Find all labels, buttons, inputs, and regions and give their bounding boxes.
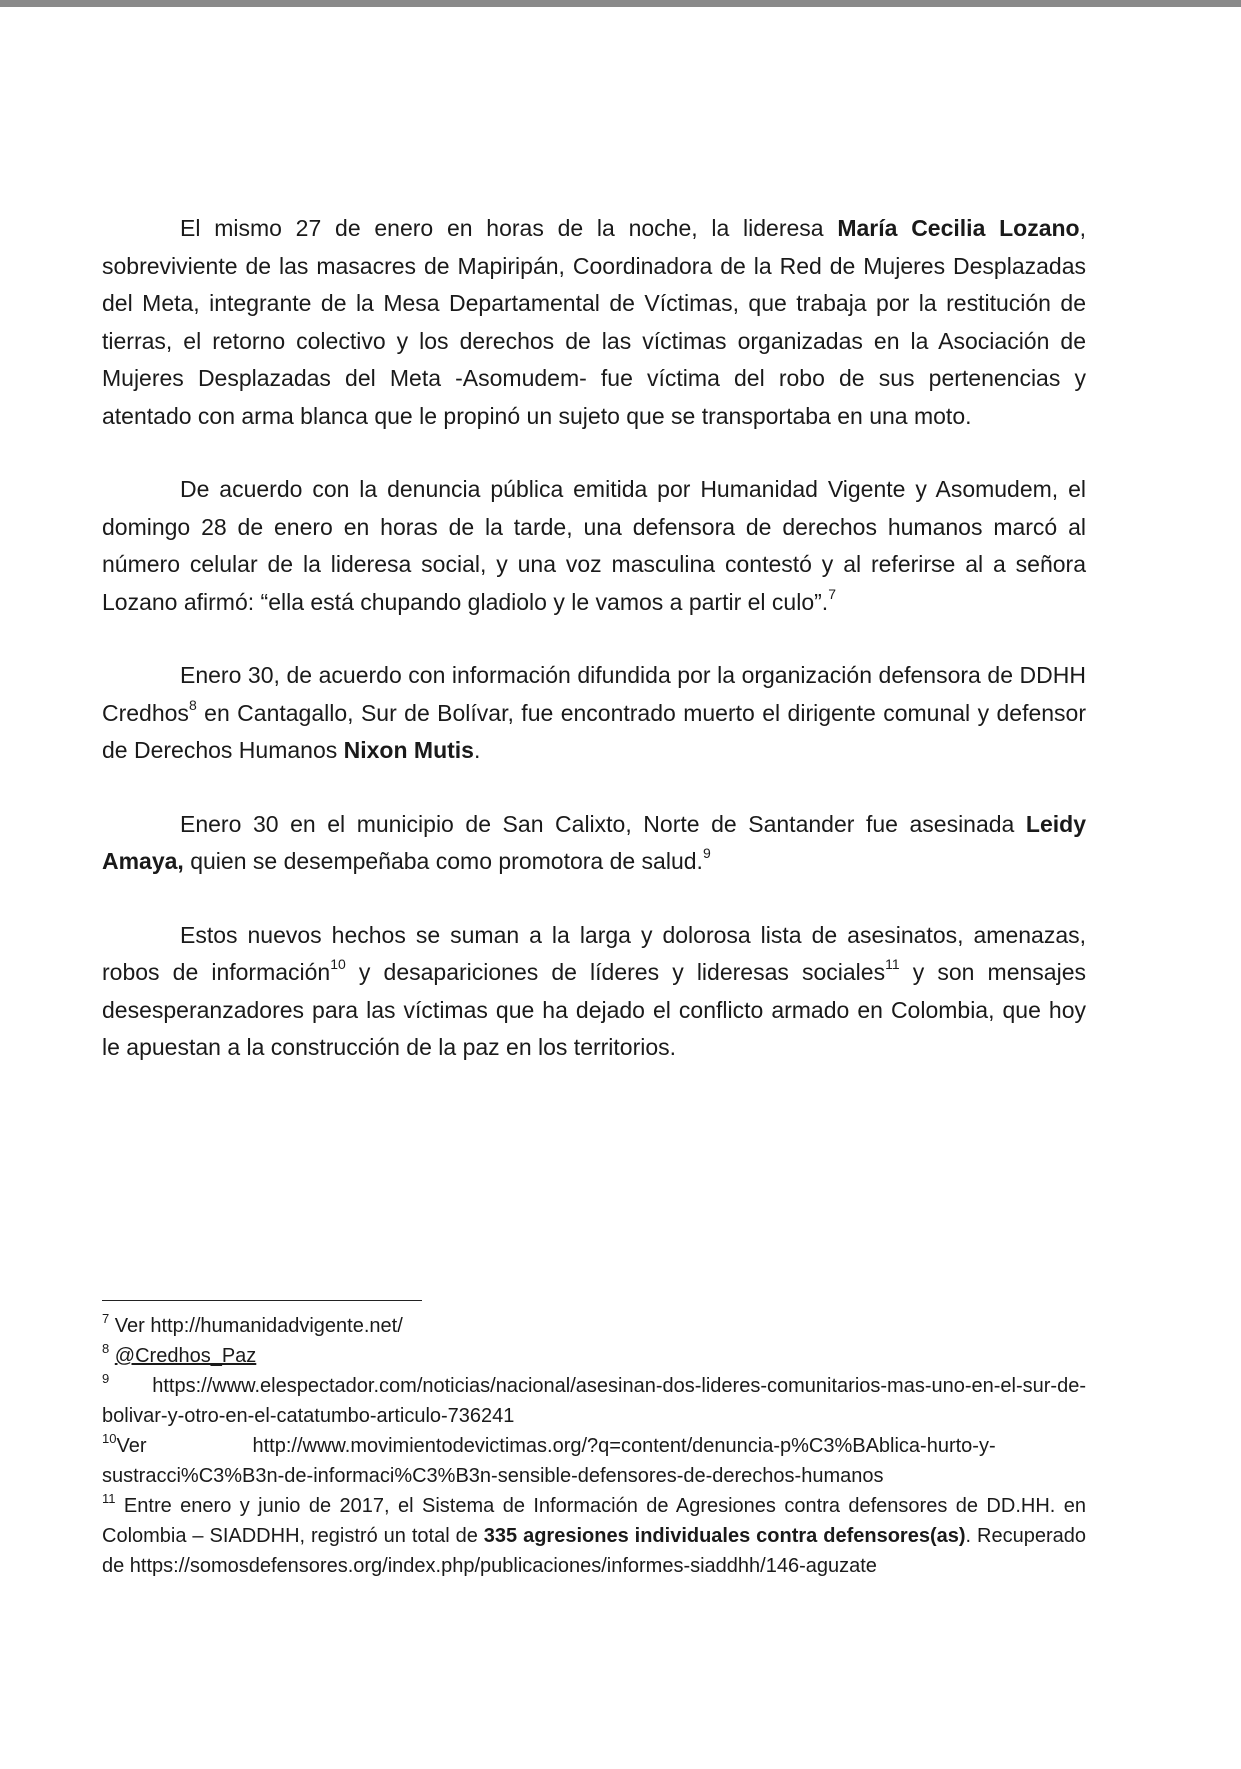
paragraph-4-lead: Enero 30 en el municipio de San Calixto, Norte de Santander fue asesinada	[180, 810, 1026, 837]
footnote-9	[102, 1371, 1086, 1431]
footnote-ref-11[interactable]: 11	[885, 956, 900, 973]
footnote-11	[102, 1491, 1086, 1581]
paragraph-4-rest: quien se desempeñaba como promotora de salud.	[183, 848, 703, 874]
paragraph-2-text: De acuerdo con la denuncia pública emitida por Humanidad Vigente y Asomudem, el domingo 28 de enero en horas de la tarde, una defensora de derechos humanos marcó al número celular de la lideresa social, y una voz masculina contestó y al referirse al a señora Lozano afirmó: “ella está chupando gladiolo y le vamos a partir el culo”.	[102, 476, 1086, 615]
footnote-10-link[interactable]: http://www.movimientodevictimas.org/?q=content/denuncia-p%C3%BAblica-hurto-y-sustracci%C3%B3n-de-informaci%C3%B3n-sensible-defensores-de-derechos-humanos	[102, 1435, 996, 1487]
top-edge-bar	[0, 0, 1241, 7]
footnote-7-number: 7	[102, 1311, 110, 1327]
footnote-ref-9[interactable]: 9	[702, 845, 711, 862]
paragraph-1	[102, 210, 1086, 435]
paragraph-3-end: .	[473, 737, 481, 763]
document-body	[102, 210, 1086, 1067]
footnote-8-number: 8	[102, 1341, 110, 1357]
paragraph-3	[102, 657, 1086, 770]
paragraph-5	[102, 917, 1086, 1067]
footnote-11-lead: Entre enero y junio de 2017, el Sistema de Información de Agresiones contra defensores de DD.HH. en Colombia – SIADDHH, registró un total de	[102, 1495, 1086, 1547]
footnote-9-number: 9	[102, 1371, 110, 1387]
footnote-7	[102, 1311, 1086, 1341]
footnote-ref-7[interactable]: 7	[828, 585, 836, 602]
name-nixon-mutis: Nixon Mutis	[343, 737, 474, 763]
footnote-10-label: Ver	[116, 1435, 147, 1457]
footnote-11-bold: 335 agresiones individuales contra defensores(as)	[483, 1525, 966, 1547]
footnote-7-text[interactable]: Ver http://humanidadvigente.net/	[109, 1315, 403, 1337]
paragraph-2	[102, 471, 1086, 621]
footnote-8-link[interactable]: @Credhos_Paz	[114, 1345, 257, 1367]
footnote-9-link[interactable]: https://www.elespectador.com/noticias/nacional/asesinan-dos-lideres-comunitarios-mas-uno-en-el-sur-de-bolivar-y-otro-en-el-catatumbo-articulo-736241	[102, 1375, 1086, 1427]
paragraph-4	[102, 806, 1086, 881]
footnotes-section	[102, 1300, 1086, 1581]
footnote-separator	[102, 1300, 422, 1301]
name-leidy-amaya: Leidy Amaya,	[102, 810, 1086, 874]
footnote-8	[102, 1341, 1086, 1371]
paragraph-3-lead: Enero 30, de acuerdo con información difundida por la organización defensora de DDHH Credhos	[102, 662, 1086, 726]
paragraph-5-rest: y son mensajes desesperanzadores para las víctimas que ha dejado el conflicto armado en Colombia, que hoy le apuestan a la construcción de la paz en los territorios.	[102, 959, 1086, 1060]
footnote-10	[102, 1431, 1086, 1491]
paragraph-1-rest: , sobreviviente de las masacres de Mapiripán, Coordinadora de la Red de Mujeres Desplazadas del Meta, integrante de la Mesa Departamental de Víctimas, que trabaja por la restitución de tierras, el retorno colectivo y los derechos de las víctimas organizadas en la Asociación de Mujeres Desplazadas del Meta -Asomudem- fue víctima del robo de sus pertenencias y atentado con arma blanca que le propinó un sujeto que se transportaba en una moto.	[102, 215, 1086, 429]
footnote-ref-10[interactable]: 10	[330, 956, 346, 973]
paragraph-1-lead: El mismo 27 de enero en horas de la noche, la lideresa	[180, 215, 838, 241]
footnote-11-number: 11	[102, 1491, 116, 1507]
name-maria-cecilia-lozano: María Cecilia Lozano	[837, 215, 1080, 241]
paragraph-3-mid: en Cantagallo, Sur de Bolívar, fue encontrado muerto el dirigente comunal y defensor de Derechos Humanos	[102, 699, 1086, 763]
footnote-11-rest[interactable]: . Recuperado de https://somosdefensores.org/index.php/publicaciones/informes-siaddhh/146-aguzate	[102, 1525, 1086, 1577]
footnote-10-number: 10	[102, 1431, 117, 1447]
paragraph-5-lead: Estos nuevos hechos se suman a la larga y dolorosa lista de asesinatos, amenazas, robos de información	[102, 921, 1086, 985]
footnote-ref-8[interactable]: 8	[188, 696, 197, 713]
paragraph-5-mid: y desapariciones de líderes y lideresas sociales	[345, 959, 886, 985]
